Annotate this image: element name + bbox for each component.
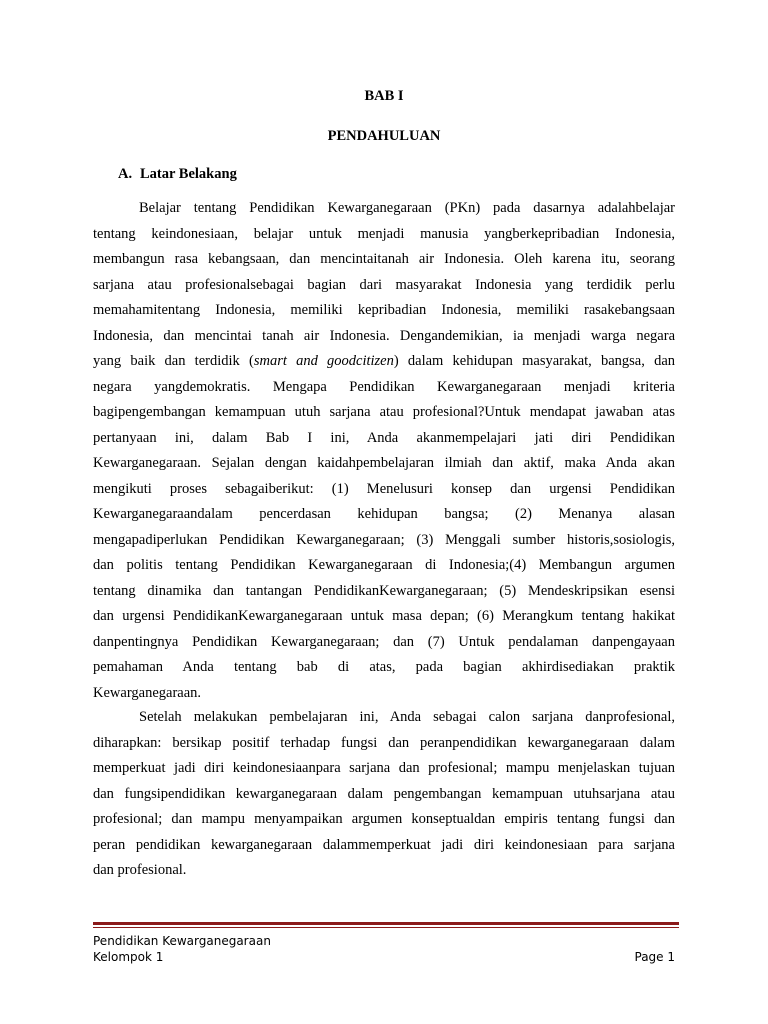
- paragraph-line: dan profesional.: [93, 862, 187, 878]
- paragraph-line: Kewarganegaraan. Sejalan dengan kaidahpembelajaran ilmiah dan aktif, maka Anda akan: [93, 455, 675, 471]
- paragraph-line: dan fungsipendidikan kewarganegaraan dalam pengembangan kemampuan utuhsarjana atau: [93, 785, 675, 802]
- line-text: ) dalam kehidupan masyarakat, bangsa, dan: [393, 353, 676, 369]
- section-heading: [118, 166, 237, 183]
- paragraph-line: negara yangdemokratis. Mengapa Pendidikan Kewarganegaraan menjadi kriteria: [93, 378, 675, 395]
- section-title: Latar Belakang: [140, 166, 237, 182]
- footer-course-name: Pendidikan Kewarganegaraan: [93, 934, 271, 948]
- paragraph-line: tentang keindonesiaan, belajar untuk menjadi manusia yangberkepribadian Indonesia,: [93, 225, 675, 242]
- paragraph-line: diharapkan: bersikap positif terhadap fungsi dan peranpendidikan kewarganegaraan dalam: [93, 734, 675, 751]
- paragraph-line: peran pendidikan kewarganegaraan dalammemperkuat jadi diri keindonesiaan para sarjana: [93, 836, 675, 853]
- paragraph-line: Setelah melakukan pembelajaran ini, Anda sebagai calon sarjana danprofesional,: [139, 709, 675, 725]
- paragraph-line: Indonesia, dan mencintai tanah air Indonesia. Dengandemikian, ia menjadi warga negara: [93, 327, 675, 344]
- paragraph-line: memahamitentang Indonesia, memiliki kepribadian Indonesia, memiliki rasakebangsaan: [93, 302, 675, 318]
- paragraph-line: mengikuti proses sebagaiberikut: (1) Menelusuri konsep dan urgensi Pendidikan: [93, 480, 675, 497]
- chapter-heading: BAB I: [364, 88, 404, 104]
- section-marker: A.: [118, 166, 133, 182]
- italic-term: smart and goodcitizen: [253, 353, 394, 369]
- paragraph-line: pemahaman Anda tentang bab di atas, pada bagian akhirdisediakan praktik: [93, 659, 675, 675]
- line-text: yang baik dan terdidik (: [93, 353, 254, 369]
- paragraph-line-italic: [93, 349, 675, 375]
- paragraph-line: dan urgensi PendidikanKewarganegaraan untuk masa depan; (6) Merangkum tentang hakikat: [93, 608, 675, 624]
- footer-group-name: Kelompok 1: [93, 950, 164, 964]
- paragraph-line: Kewarganegaraandalam pencerdasan kehidupan bangsa; (2) Menanya alasan: [93, 506, 675, 522]
- paragraph-line: mengapadiperlukan Pendidikan Kewarganegaraan; (3) Menggali sumber historis,sosiologis,: [93, 531, 675, 548]
- paragraph-1: [93, 196, 675, 706]
- footer-divider: [93, 922, 679, 925]
- paragraph-line: danpentingnya Pendidikan Kewarganegaraan; dan (7) Untuk pendalaman danpengayaan: [93, 633, 675, 650]
- page-number: Page 1: [634, 950, 675, 964]
- paragraph-line: sarjana atau profesionalsebagai bagian dari masyarakat Indonesia yang terdidik perlu: [93, 276, 675, 293]
- paragraph-2: [93, 705, 675, 884]
- paragraph-line: pertanyaan ini, dalam Bab I ini, Anda akanmempelajari jati diri Pendidikan: [93, 429, 675, 446]
- paragraph-line: Kewarganegaraan.: [93, 684, 202, 701]
- paragraph-line: memperkuat jadi diri keindonesiaanpara sarjana dan profesional; mampu menjelaskan tujuan: [93, 760, 675, 776]
- paragraph-line: profesional; dan mampu menyampaikan argumen konseptualdan empiris tentang fungsi dan: [93, 811, 675, 827]
- paragraph-line: dan politis tentang Pendidikan Kewarganegaraan di Indonesia;(4) Membangun argumen: [93, 557, 675, 573]
- paragraph-line: membangun rasa kebangsaan, dan mencintaitanah air Indonesia. Oleh karena itu, seorang: [93, 251, 675, 267]
- chapter-title: PENDAHULUAN: [327, 128, 441, 144]
- paragraph-line: bagipengembangan kemampuan utuh sarjana atau profesional?Untuk mendapat jawaban atas: [93, 404, 675, 420]
- paragraph-line: Belajar tentang Pendidikan Kewarganegaraan (PKn) pada dasarnya adalahbelajar: [139, 200, 675, 216]
- footer-divider-thin: [93, 927, 679, 928]
- paragraph-line: tentang dinamika dan tantangan PendidikanKewarganegaraan; (5) Mendeskripsikan esensi: [93, 582, 675, 599]
